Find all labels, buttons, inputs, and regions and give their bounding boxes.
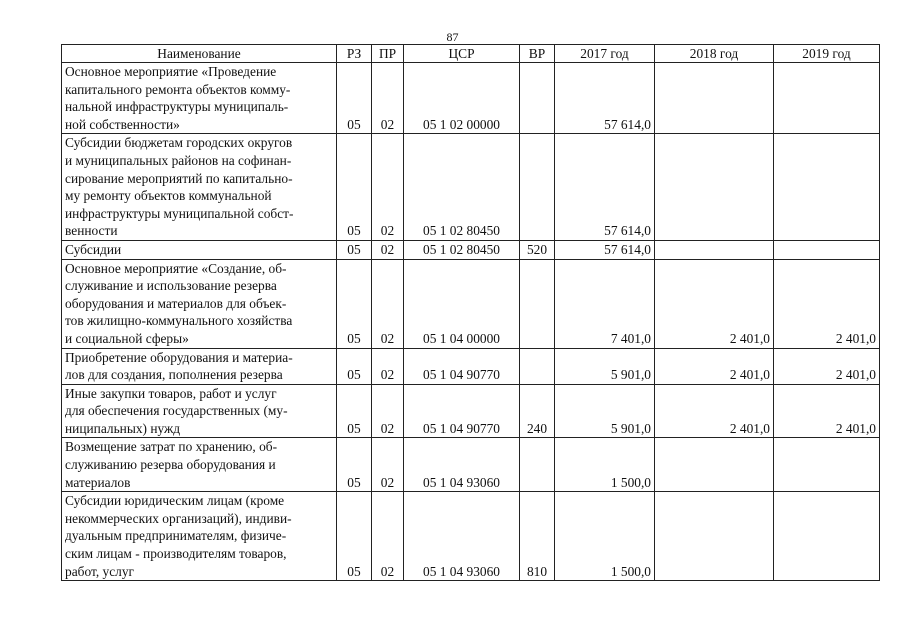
row-rz-cell: 05 <box>337 384 372 438</box>
row-2019-cell: 2 401,0 <box>774 259 880 348</box>
row-2017-cell: 57 614,0 <box>555 134 655 241</box>
header-csr: ЦСР <box>404 45 520 63</box>
row-vr-cell <box>520 259 555 348</box>
header-2018: 2018 год <box>655 45 774 63</box>
row-pr-cell: 02 <box>372 240 404 259</box>
row-2018-cell: 2 401,0 <box>655 384 774 438</box>
row-pr-cell: 02 <box>372 384 404 438</box>
table-row <box>62 259 880 348</box>
row-csr-cell: 05 1 02 80450 <box>404 240 520 259</box>
row-csr-cell: 05 1 02 00000 <box>404 63 520 134</box>
header-name: Наименование <box>62 45 337 63</box>
row-name-cell: Основное мероприятие «Проведение капитального ремонта объектов комму- нальной инфраструктуры муниципаль- ной собственности» <box>62 63 337 134</box>
row-2017-cell: 5 901,0 <box>555 384 655 438</box>
row-2019-cell: 2 401,0 <box>774 384 880 438</box>
row-2018-cell <box>655 134 774 241</box>
row-2018-cell: 2 401,0 <box>655 259 774 348</box>
row-csr-cell: 05 1 02 80450 <box>404 134 520 241</box>
header-vr: ВР <box>520 45 555 63</box>
row-2019-cell <box>774 63 880 134</box>
row-name-cell: Основное мероприятие «Создание, об- служивание и использование резерва оборудования и материалов для объек- тов жилищно-коммунального хозяйства и социальной сферы» <box>62 259 337 348</box>
row-2018-cell: 2 401,0 <box>655 348 774 384</box>
row-csr-cell: 05 1 04 00000 <box>404 259 520 348</box>
page-number: 87 <box>446 30 459 44</box>
row-vr-cell: 240 <box>520 384 555 438</box>
row-2018-cell <box>655 438 774 492</box>
header-row <box>62 45 880 63</box>
row-name-cell: Субсидии бюджетам городских округов и муниципальных районов на софинан- сирование мероприятий по капитально- му ремонту объектов коммунальной инфраструктуры муниципальной собст- венности <box>62 134 337 241</box>
row-2018-cell <box>655 492 774 581</box>
row-vr-cell: 810 <box>520 492 555 581</box>
row-csr-cell: 05 1 04 90770 <box>404 348 520 384</box>
row-pr-cell: 02 <box>372 134 404 241</box>
row-2017-cell: 1 500,0 <box>555 492 655 581</box>
row-2018-cell <box>655 240 774 259</box>
row-pr-cell: 02 <box>372 348 404 384</box>
row-2019-cell <box>774 134 880 241</box>
table-row <box>62 63 880 134</box>
table-row <box>62 348 880 384</box>
row-vr-cell <box>520 348 555 384</box>
row-rz-cell: 05 <box>337 438 372 492</box>
row-rz-cell: 05 <box>337 259 372 348</box>
row-2017-cell: 7 401,0 <box>555 259 655 348</box>
table-row <box>62 134 880 241</box>
row-rz-cell: 05 <box>337 134 372 241</box>
header-pr: ПР <box>372 45 404 63</box>
row-name-cell: Субсидии юридическим лицам (кроме некоммерческих организаций), индиви- дуальным предпринимателям, физиче- ским лицам - производителям товаров, работ, услуг <box>62 492 337 581</box>
row-name-cell: Субсидии <box>62 240 337 259</box>
row-pr-cell: 02 <box>372 259 404 348</box>
row-name-cell: Возмещение затрат по хранению, об- служиванию резерва оборудования и материалов <box>62 438 337 492</box>
table-row <box>62 240 880 259</box>
row-name-cell: Приобретение оборудования и материа- лов для создания, пополнения резерва <box>62 348 337 384</box>
table-row <box>62 438 880 492</box>
row-csr-cell: 05 1 04 93060 <box>404 438 520 492</box>
row-pr-cell: 02 <box>372 492 404 581</box>
row-rz-cell: 05 <box>337 348 372 384</box>
row-2019-cell: 2 401,0 <box>774 348 880 384</box>
table-header <box>62 45 880 63</box>
row-rz-cell: 05 <box>337 240 372 259</box>
row-2019-cell <box>774 438 880 492</box>
row-2017-cell: 5 901,0 <box>555 348 655 384</box>
row-2019-cell <box>774 492 880 581</box>
row-pr-cell: 02 <box>372 438 404 492</box>
row-vr-cell <box>520 134 555 241</box>
table-body <box>62 63 880 581</box>
header-2017: 2017 год <box>555 45 655 63</box>
row-name-cell: Иные закупки товаров, работ и услуг для обеспечения государственных (му- ниципальных) нужд <box>62 384 337 438</box>
row-csr-cell: 05 1 04 90770 <box>404 384 520 438</box>
row-rz-cell: 05 <box>337 63 372 134</box>
table-row <box>62 384 880 438</box>
row-2019-cell <box>774 240 880 259</box>
row-vr-cell: 520 <box>520 240 555 259</box>
header-rz: РЗ <box>337 45 372 63</box>
row-2017-cell: 57 614,0 <box>555 63 655 134</box>
header-2019: 2019 год <box>774 45 880 63</box>
row-2017-cell: 1 500,0 <box>555 438 655 492</box>
row-rz-cell: 05 <box>337 492 372 581</box>
row-vr-cell <box>520 63 555 134</box>
budget-table <box>61 44 880 581</box>
row-2017-cell: 57 614,0 <box>555 240 655 259</box>
row-2018-cell <box>655 63 774 134</box>
table-row <box>62 492 880 581</box>
row-csr-cell: 05 1 04 93060 <box>404 492 520 581</box>
row-pr-cell: 02 <box>372 63 404 134</box>
row-vr-cell <box>520 438 555 492</box>
